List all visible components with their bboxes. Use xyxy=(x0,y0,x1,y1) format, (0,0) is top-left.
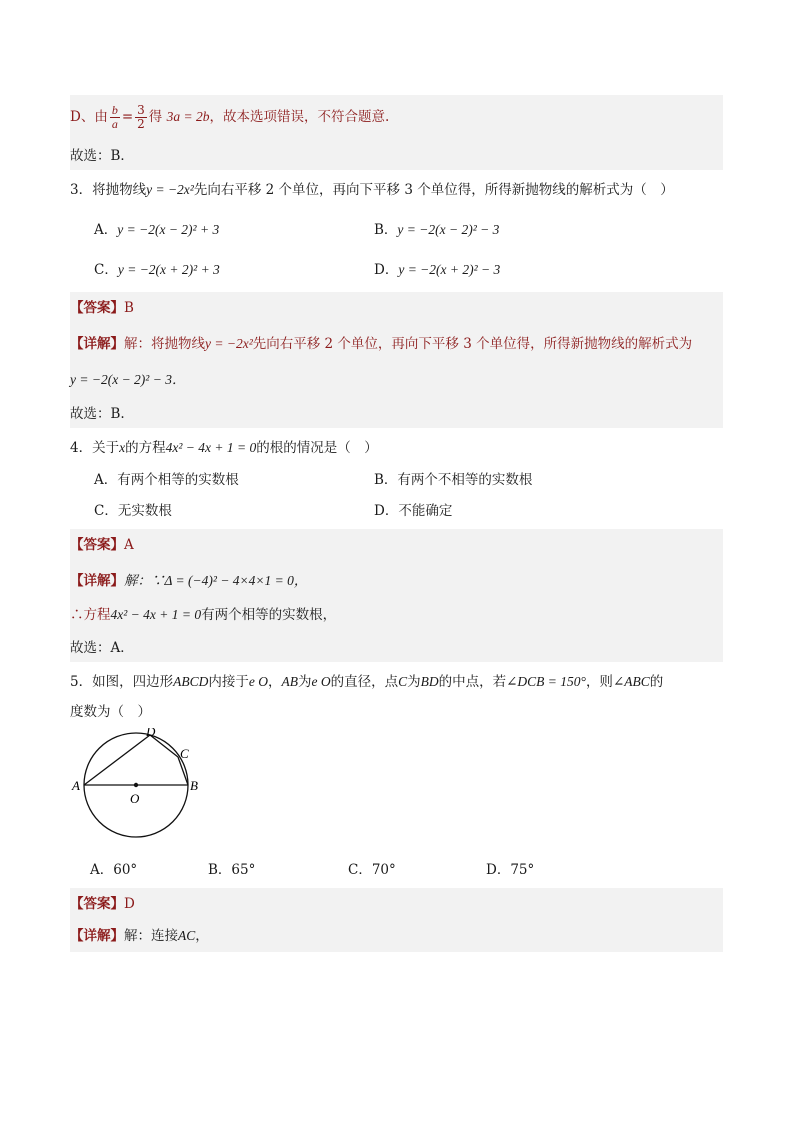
q3-option-a[interactable] xyxy=(70,220,374,240)
equation-expr: 3a = 2b xyxy=(166,109,210,124)
q4-choose-line xyxy=(70,638,723,658)
option-label: A． xyxy=(90,862,114,878)
option-label: D． xyxy=(486,862,511,878)
detail-expr: y = −2x² xyxy=(205,336,253,351)
q5-figure xyxy=(70,728,210,846)
detail-suffix: 有两个相等的实数根， xyxy=(201,607,337,623)
q5-option-d[interactable] xyxy=(486,860,606,880)
option-label: A． xyxy=(94,222,118,238)
answer-value: D xyxy=(124,896,135,912)
choose-text: 故选：B． xyxy=(70,148,134,164)
q5-option-a[interactable] xyxy=(90,860,208,880)
stem-part: ，则 xyxy=(585,674,613,690)
document-page xyxy=(70,95,723,952)
quad-name: ABCD xyxy=(173,674,209,689)
stem-part: 的中点，若 xyxy=(438,674,507,690)
option-expr: y = −2(x − 2)² + 3 xyxy=(117,222,220,237)
q5-option-c[interactable] xyxy=(348,860,486,880)
fraction-3-over-2 xyxy=(135,104,147,131)
option-text: 60° xyxy=(113,862,138,878)
frac-num: 3 xyxy=(137,103,145,117)
circle-name: e O xyxy=(311,674,331,689)
label-d: D xyxy=(146,728,156,739)
stem-part: 的 xyxy=(649,674,664,690)
label-c: C xyxy=(180,746,189,761)
arc-bd: BD xyxy=(420,674,439,689)
frac-num: b xyxy=(111,103,118,117)
option-label: D． xyxy=(374,503,399,519)
answer-tag: 【答案】 xyxy=(70,896,124,912)
detail-prefix: ∴方程 xyxy=(70,607,111,623)
angle-dcb: ∠DCB = 150° xyxy=(506,674,586,689)
option-text: 有两个不相等的实数根 xyxy=(397,472,533,488)
stem-prefix: 3．将抛物线 xyxy=(70,182,147,198)
stem-suffix: 的根的情况是（ ） xyxy=(256,440,378,456)
label-a: A xyxy=(72,778,80,793)
answer-tag: 【答案】 xyxy=(70,537,124,553)
option-text: 有两个相等的实数根 xyxy=(117,472,239,488)
option-text: 无实数根 xyxy=(117,503,172,519)
question-4 xyxy=(70,438,723,662)
q4-answer-line xyxy=(70,535,723,555)
detail-suffix: ， xyxy=(195,928,209,944)
stem-part: ， xyxy=(267,674,282,690)
stem-part: 为 xyxy=(407,674,421,690)
stem-expr: y = −2x² xyxy=(146,182,194,197)
option-expr: y = −2(x + 2)² + 3 xyxy=(117,262,220,277)
q3-option-b[interactable] xyxy=(374,220,630,240)
option-text: 不能确定 xyxy=(398,503,453,519)
answer-value: A xyxy=(124,537,134,553)
question-5 xyxy=(70,672,723,952)
detail-result: y = −2(x − 2)² − 3． xyxy=(70,372,186,387)
equals-sign: = xyxy=(121,109,134,125)
option-label: C． xyxy=(94,503,118,519)
answer-value: B xyxy=(124,300,134,316)
option-label: C． xyxy=(348,862,372,878)
q5-detail-line xyxy=(70,926,723,946)
option-expr: y = −2(x + 2)² − 3 xyxy=(398,262,501,277)
option-expr: y = −2(x − 2)² − 3 xyxy=(397,222,500,237)
q5-answer-line xyxy=(70,894,723,914)
q5-option-b[interactable] xyxy=(208,860,348,880)
option-label: D． xyxy=(374,262,399,278)
detail-expr: 4x² − 4x + 1 = 0 xyxy=(110,607,202,622)
frac-den: 2 xyxy=(137,117,145,131)
stem-prefix: 4．关于 xyxy=(70,440,120,456)
stem-suffix: 先向右平移 2 个单位，再向下平移 3 个单位得，所得新抛物线的解析式为（ ） xyxy=(193,182,674,198)
label-o: O xyxy=(130,791,140,806)
q3-options-row-2 xyxy=(70,260,723,280)
detail-prefix: 解：将抛物线 xyxy=(124,336,205,352)
stem-part: 的直径，点 xyxy=(330,674,399,690)
q5-options-row xyxy=(70,860,723,880)
q5-stem-line-2 xyxy=(70,702,723,722)
q3-solution-block xyxy=(70,292,723,428)
answer-tag: 【答案】 xyxy=(70,300,124,316)
q3-choose-line xyxy=(70,404,723,424)
segment-ab: AB xyxy=(281,674,298,689)
option-label: B． xyxy=(208,862,232,878)
detail-tag: 【详解】 xyxy=(70,928,124,944)
question-3 xyxy=(70,180,723,428)
q4-options-row-2 xyxy=(70,501,723,521)
angle-abc: ∠ABC xyxy=(612,674,650,689)
detail-tag: 【详解】 xyxy=(70,336,124,352)
stem-mid: 的方程 xyxy=(125,440,166,456)
q3-stem xyxy=(70,180,723,200)
stem-part: 内接于 xyxy=(208,674,249,690)
q3-option-d[interactable] xyxy=(374,260,630,280)
stem-part: 度数为（ ） xyxy=(70,704,151,720)
q5-stem-line-1 xyxy=(70,672,723,692)
q3-options-row-1 xyxy=(70,220,723,240)
choose-text: 故选：A． xyxy=(70,640,134,656)
option-label: B． xyxy=(374,222,398,238)
q3-detail-result-line xyxy=(70,370,723,390)
prev-option-d-line xyxy=(70,98,723,136)
detail-line1: 解：∵Δ = (−4)² − 4×4×1 = 0， xyxy=(124,573,308,588)
mid-text: 得 xyxy=(148,109,163,125)
q5-solution-block xyxy=(70,888,723,952)
q3-option-c[interactable] xyxy=(70,260,374,280)
option-label: A． xyxy=(94,472,118,488)
prev-choose-line xyxy=(70,146,723,166)
chord-ad xyxy=(84,735,150,785)
q3-detail-line xyxy=(70,334,723,354)
q4-options-row-1 xyxy=(70,470,723,490)
q4-option-b[interactable] xyxy=(374,470,630,490)
tail-text: ，故本选项错误，不符合题意. xyxy=(209,109,390,125)
frac-den: a xyxy=(111,117,118,131)
option-text: 75° xyxy=(510,862,535,878)
detail-tag: 【详解】 xyxy=(70,573,124,589)
stem-part: 为 xyxy=(297,674,312,690)
q4-detail-line-2 xyxy=(70,605,723,625)
prev-solution-block xyxy=(70,95,723,170)
q4-stem xyxy=(70,438,723,458)
detail-suffix: 先向右平移 2 个单位，再向下平移 3 个单位得，所得新抛物线的解析式为 xyxy=(252,336,693,352)
detail-prefix: 解：连接 xyxy=(124,928,178,944)
detail-expr: AC xyxy=(178,928,196,943)
choose-text: 故选：B. xyxy=(70,406,125,422)
stem-expr: 4x² − 4x + 1 = 0 xyxy=(165,440,257,455)
option-text: 70° xyxy=(371,862,396,878)
fraction-b-over-a xyxy=(110,104,120,131)
option-label: B． xyxy=(374,472,398,488)
q4-detail-line xyxy=(70,571,723,591)
stem-part: 5．如图，四边形 xyxy=(70,674,174,690)
q3-answer-line xyxy=(70,298,723,318)
option-label: C． xyxy=(94,262,118,278)
stem-var: x xyxy=(119,440,126,455)
q4-option-a[interactable] xyxy=(70,470,374,490)
option-d-text: D、由 xyxy=(70,109,108,125)
q4-option-c[interactable] xyxy=(70,501,374,521)
option-text: 65° xyxy=(231,862,256,878)
circle-name: e O xyxy=(248,674,268,689)
q4-option-d[interactable] xyxy=(374,501,630,521)
label-b: B xyxy=(190,778,198,793)
point-c: C xyxy=(398,674,408,689)
q4-solution-block xyxy=(70,529,723,662)
center-dot xyxy=(134,783,138,787)
